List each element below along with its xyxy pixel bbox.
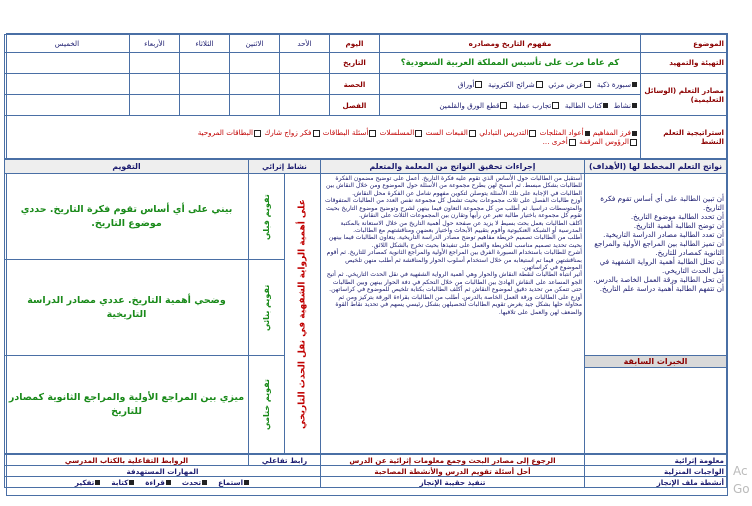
procedure-step: أوزع طالبات الفصل على ثلاث مجموعات بحيث تشمل كل مجموعة نفس العدد من الطالبات المتفوقات والمتوسطات دراسيا. ثم أطلب من كل مجموعة التعاون فيما بينهن لشرح وتوضيح موضوع التاريخ بحيث تقوم كل مجموعة باختيار طالبة تعبر عن رأيها وتقارن بين المجموعات الثلاث على النقاش.: [325, 197, 582, 220]
strategy-six-hats[interactable]: القبعات الست: [426, 128, 477, 137]
resource-slides[interactable]: شرائح الكترونية: [488, 80, 544, 89]
skill-thinking[interactable]: تفكير: [75, 478, 101, 487]
procedure-step: أثير انتباه الطالبات لنقطة النقاش والحوار وهي أهمية الرواية الشفهية في نقل الحدث التاريخي. ثم أتيح الجو المساعد على النقاش الهادئ بين الطالبات من خلال التحكم في دفة الحوار بينهن وبين الطالبات حتى تتمكن من تحديد دقيق لموضوع النقاش ثم أكلف الطالبات بكتابة تلخيص للموضوع في كراساتهن.: [326, 271, 582, 294]
day-wednesday: الأربعاء: [129, 35, 179, 53]
outcome-item: أن تبين الطالبة على أي أساس تقوم فكرة التاريخ.: [600, 194, 724, 212]
outcome-item: أن تحل الطالبة ورقة العمل الخاصة بالدرس.: [593, 275, 724, 284]
evaluation-summative-text: ميزي بين المراجع الأولية والمراجع الثانوية كمصادر للتاريخ: [5, 356, 249, 454]
strategy-numbered-heads[interactable]: الرؤوس المرقمة: [579, 137, 638, 146]
procedure-step: أوزع على الطالبات ورقة العمل الخاصة بالدرس. أطلب من الطالبات بقراءة الورقة بتركيز ومن ثم محاولة حلها بشكل جيد بغرض تقويم الطالبات لتحصيلهن بشكل رئيسي يسهم في تحديد نقاط القوة والضعف لهن والعمل على تلافيها.: [335, 293, 582, 316]
strategies-list: [4, 116, 640, 159]
outcome-item: أن تحدد الطالبة موضوع التاريخ.: [630, 212, 724, 221]
strategy-reciprocal[interactable]: التدريس التبادلي: [479, 128, 537, 137]
day-monday: الاثنين: [229, 35, 279, 53]
evaluation-type-summative: تقويم ختامي: [249, 356, 285, 454]
procedure-step: أطلب من الطالبات تصميم خريطة مفاهيم توضح مصادر الدراسة التاريخية. يتعاون الطالبات فيما بينهن بحيث تحديد تصميم مناسب للخريطة والعمل على تنفيذها بحيث تخرج بالشكل اللائق.: [328, 234, 582, 249]
enrichment-text: على أهمية الرواية الشفهية في نقل الحدث التاريخي: [285, 174, 321, 454]
procedure-step: أشرح للطالبات باستخدام السبورة الفرق بين المراجع الأولية والمراجع الثانوية كمصادر للتاريخ. ثم أقوم بمناقشتهن فيما تم استيعابه من خلال استخدام أسلوب الحوار والمناقشة ثم أطلب منهن تلخيص الموضوع في كراساتهن.: [326, 249, 582, 272]
info-label: معلومة إثرائية: [585, 455, 727, 466]
outcomes-header: نواتج التعلم المخطط لها (الأهداف): [585, 160, 727, 174]
evaluation-header: التقويم: [5, 160, 249, 174]
outcome-item: أن تحلل الطالبة أهمية الرواية الشفهية في نقل الحدث التاريخي.: [599, 257, 724, 275]
procedures-cell: [321, 174, 585, 454]
procedure-step: أستقبل من الطالبات حول الأساس الذي تقوم عليه فكرة التاريخ. أعمل على توضيح مضمون الفكرة للطالبات بشكل مبسط. ثم أسمح لهن بطرح مجموعة من الأسئلة حول الموضوع ومن خلال النقاش بين الطالبات في الإجابة على تلك الأسئلة يتوصلن لتكوين مفهوم شامل عن الفكرة محل النقاش.: [326, 175, 582, 197]
day-thursday: الخميس: [4, 35, 129, 53]
outcome-item: أن تعدد الطالبة مصادر الدراسة التاريخية.: [603, 230, 724, 239]
strategy-other[interactable]: أخرى ...: [543, 137, 577, 146]
evaluation-type-pre: تقويم قبلي: [249, 174, 285, 260]
strategy-fan-cards[interactable]: البطاقات المروحية: [198, 128, 262, 137]
os-activation-watermark: [733, 462, 750, 498]
skill-writing[interactable]: كتابة: [111, 478, 135, 487]
strategy-think-pair-share[interactable]: فكر زواج شارك: [264, 128, 320, 137]
lesson-plan-sheet: [6, 33, 728, 496]
topic-value: مفهوم التاريخ ومصادره: [379, 35, 640, 53]
strategy-series[interactable]: المسلسلات: [380, 128, 424, 137]
main-table: [4, 159, 727, 454]
skill-speaking[interactable]: تحدث: [182, 478, 208, 487]
outcome-item: أن تتفهم الطالبة أهمية دراسة علم التاريخ.: [599, 284, 724, 293]
topic-label: الموضوع: [641, 35, 727, 53]
day-tuesday: الثلاثاء: [179, 35, 229, 53]
portfolio-label: أنشطة ملف الإنجاز: [585, 477, 727, 488]
class-label: الفصل: [329, 95, 379, 116]
resource-activity[interactable]: نشاط: [614, 101, 638, 110]
prior-experience-label: الخبرات السابقة: [585, 356, 727, 368]
strategy-concept-sort[interactable]: فرز المفاهيم: [593, 128, 638, 137]
resource-paper-pens[interactable]: قطع الورق والقلمين: [439, 101, 508, 110]
resource-papers[interactable]: أوراق: [458, 80, 484, 89]
header-table: [4, 34, 727, 159]
homework-label: الواجبات المنزلية: [585, 466, 727, 477]
info-text: الرجوع إلى مصادر البحث وجمع معلومات إثرائية عن الدرس: [321, 455, 585, 466]
strategy-ice-sticks[interactable]: أعواد المثلجات: [540, 128, 591, 137]
date-label: التاريخ: [329, 52, 379, 73]
resource-textbook[interactable]: كتاب الطالبة: [565, 101, 609, 110]
strategies-label: استراتيجية التعلم النشط: [641, 116, 727, 159]
resources-row-1: [379, 73, 640, 94]
skill-reading[interactable]: قراءة: [145, 478, 172, 487]
homework-text: أحل أسئلة تقويم الدرس والأنشطة المصاحبة: [321, 466, 585, 477]
period-label: الحصة: [329, 73, 379, 94]
outcome-item: أن تميز الطالبة بين المراجع الأولية والمراجع الثانوية كمصادر للتاريخ.: [594, 239, 724, 257]
warmup-label: التهيئة والتمهيد: [641, 52, 727, 73]
warmup-question: كم عاما مرت على تأسيس المملكة العربية السعودية؟: [379, 52, 640, 73]
resource-experiments[interactable]: تجارب عملية: [513, 101, 560, 110]
enrichment-header: نشاط إثرائي: [249, 160, 321, 174]
skills-label: المهارات المستهدفة: [5, 466, 321, 477]
skills-list: [5, 477, 321, 488]
strategy-card-questions[interactable]: أسئلة البطاقات: [323, 128, 378, 137]
link-label: رابط تفاعلي: [249, 455, 321, 466]
resources-row-2: [379, 95, 640, 116]
footer-table: [4, 454, 727, 488]
outcomes-cell: [585, 174, 727, 356]
evaluation-pre-text: بيني على أي أساس تقوم فكرة التاريخ. حددي موضوع التاريخ.: [5, 174, 249, 260]
resources-label: مصادر التعلم (الوسائل التعليمية): [641, 73, 727, 116]
day-sunday: الأحد: [279, 35, 329, 53]
evaluation-formative-text: وضحي أهمية التاريخ. عددي مصادر الدراسة التاريخية: [5, 260, 249, 356]
evaluation-type-formative: تقويم بنائي: [249, 260, 285, 356]
procedure-step: أكلف الطالبات بعمل بحث بسيط لا يزيد عن صفحة حول أهمية التاريخ من خلال الاستعانة بالمكتبة المدرسية أو الشبكة العنكبوتية وأقوم بتقييم الأبحاث واختيار بعضهن ومناقشتهم مع الطالبات.: [340, 219, 582, 234]
day-label: اليوم: [329, 35, 379, 53]
watermark-line-2: Go: [733, 482, 750, 496]
portfolio-text: تنفيذ حقيبة الإنجاز: [321, 477, 585, 488]
watermark-line-1: Ac: [733, 464, 748, 478]
link-text[interactable]: الروابط التفاعلية بالكتاب المدرسي: [5, 455, 249, 466]
prior-experience-cell: [585, 368, 727, 454]
skill-listening[interactable]: استماع: [218, 478, 250, 487]
outcome-item: أن توضح الطالبة أهمية التاريخ.: [633, 221, 724, 230]
resource-smartboard[interactable]: سبورة ذكية: [597, 80, 638, 89]
resource-video[interactable]: عرض مرئي: [548, 80, 592, 89]
procedures-header: إجراءات تحقيق النواتج من المعلمة والمتعلم: [321, 160, 585, 174]
